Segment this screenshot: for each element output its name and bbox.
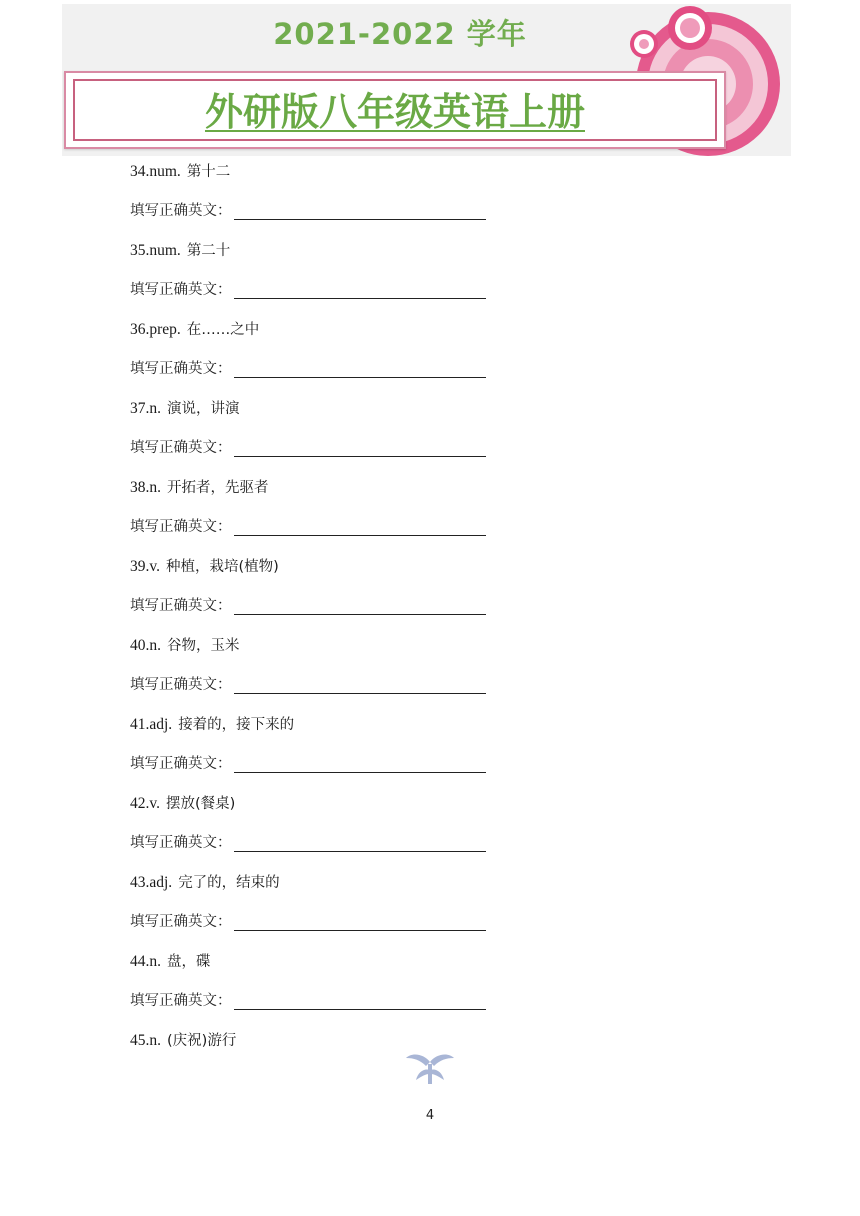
answer-line-44[interactable]: 填写正确英文： xyxy=(130,989,486,1013)
question-34: 34.num. 第十二 xyxy=(130,163,231,180)
question-38: 38.n. 开拓者，先驱者 xyxy=(130,479,269,496)
answer-line-39[interactable]: 填写正确英文： xyxy=(130,594,486,618)
blank-38[interactable] xyxy=(234,519,486,536)
answer-line-35[interactable]: 填写正确英文： xyxy=(130,278,486,302)
blank-34[interactable] xyxy=(234,203,486,220)
blank-37[interactable] xyxy=(234,440,486,457)
page-title: 外研版八年级英语上册 xyxy=(204,90,585,134)
question-37: 37.n. 演说，讲演 xyxy=(130,400,240,417)
question-42: 42.v. 摆放(餐桌) xyxy=(130,795,236,812)
blank-35[interactable] xyxy=(234,282,486,299)
flower-ornament-icon xyxy=(404,1050,456,1090)
school-year: 2021-2022 学年 xyxy=(273,17,527,51)
blank-36[interactable] xyxy=(234,361,486,378)
answer-line-40[interactable]: 填写正确英文： xyxy=(130,673,486,697)
answer-line-38[interactable]: 填写正确英文： xyxy=(130,515,486,539)
answer-line-42[interactable]: 填写正确英文： xyxy=(130,831,486,855)
question-45: 45.n. (庆祝)游行 xyxy=(130,1032,237,1049)
question-40: 40.n. 谷物，玉米 xyxy=(130,637,240,654)
answer-line-37[interactable]: 填写正确英文： xyxy=(130,436,486,460)
question-35: 35.num. 第二十 xyxy=(130,242,231,259)
question-36: 36.prep. 在……之中 xyxy=(130,321,260,338)
blank-39[interactable] xyxy=(234,598,486,615)
answer-line-36[interactable]: 填写正确英文： xyxy=(130,357,486,381)
page-number: 4 xyxy=(425,1108,435,1123)
blank-42[interactable] xyxy=(234,835,486,852)
question-44: 44.n. 盘，碟 xyxy=(130,953,211,970)
blank-43[interactable] xyxy=(234,914,486,931)
answer-line-43[interactable]: 填写正确英文： xyxy=(130,910,486,934)
title-frame xyxy=(64,71,726,149)
answer-line-34[interactable]: 填写正确英文： xyxy=(130,199,486,223)
answer-line-41[interactable]: 填写正确英文： xyxy=(130,752,486,776)
blank-44[interactable] xyxy=(234,993,486,1010)
question-43: 43.adj. 完了的，结束的 xyxy=(130,874,280,891)
question-39: 39.v. 种植，栽培(植物) xyxy=(130,558,279,575)
question-41: 41.adj. 接着的，接下来的 xyxy=(130,716,295,733)
blank-41[interactable] xyxy=(234,756,486,773)
blank-40[interactable] xyxy=(234,677,486,694)
